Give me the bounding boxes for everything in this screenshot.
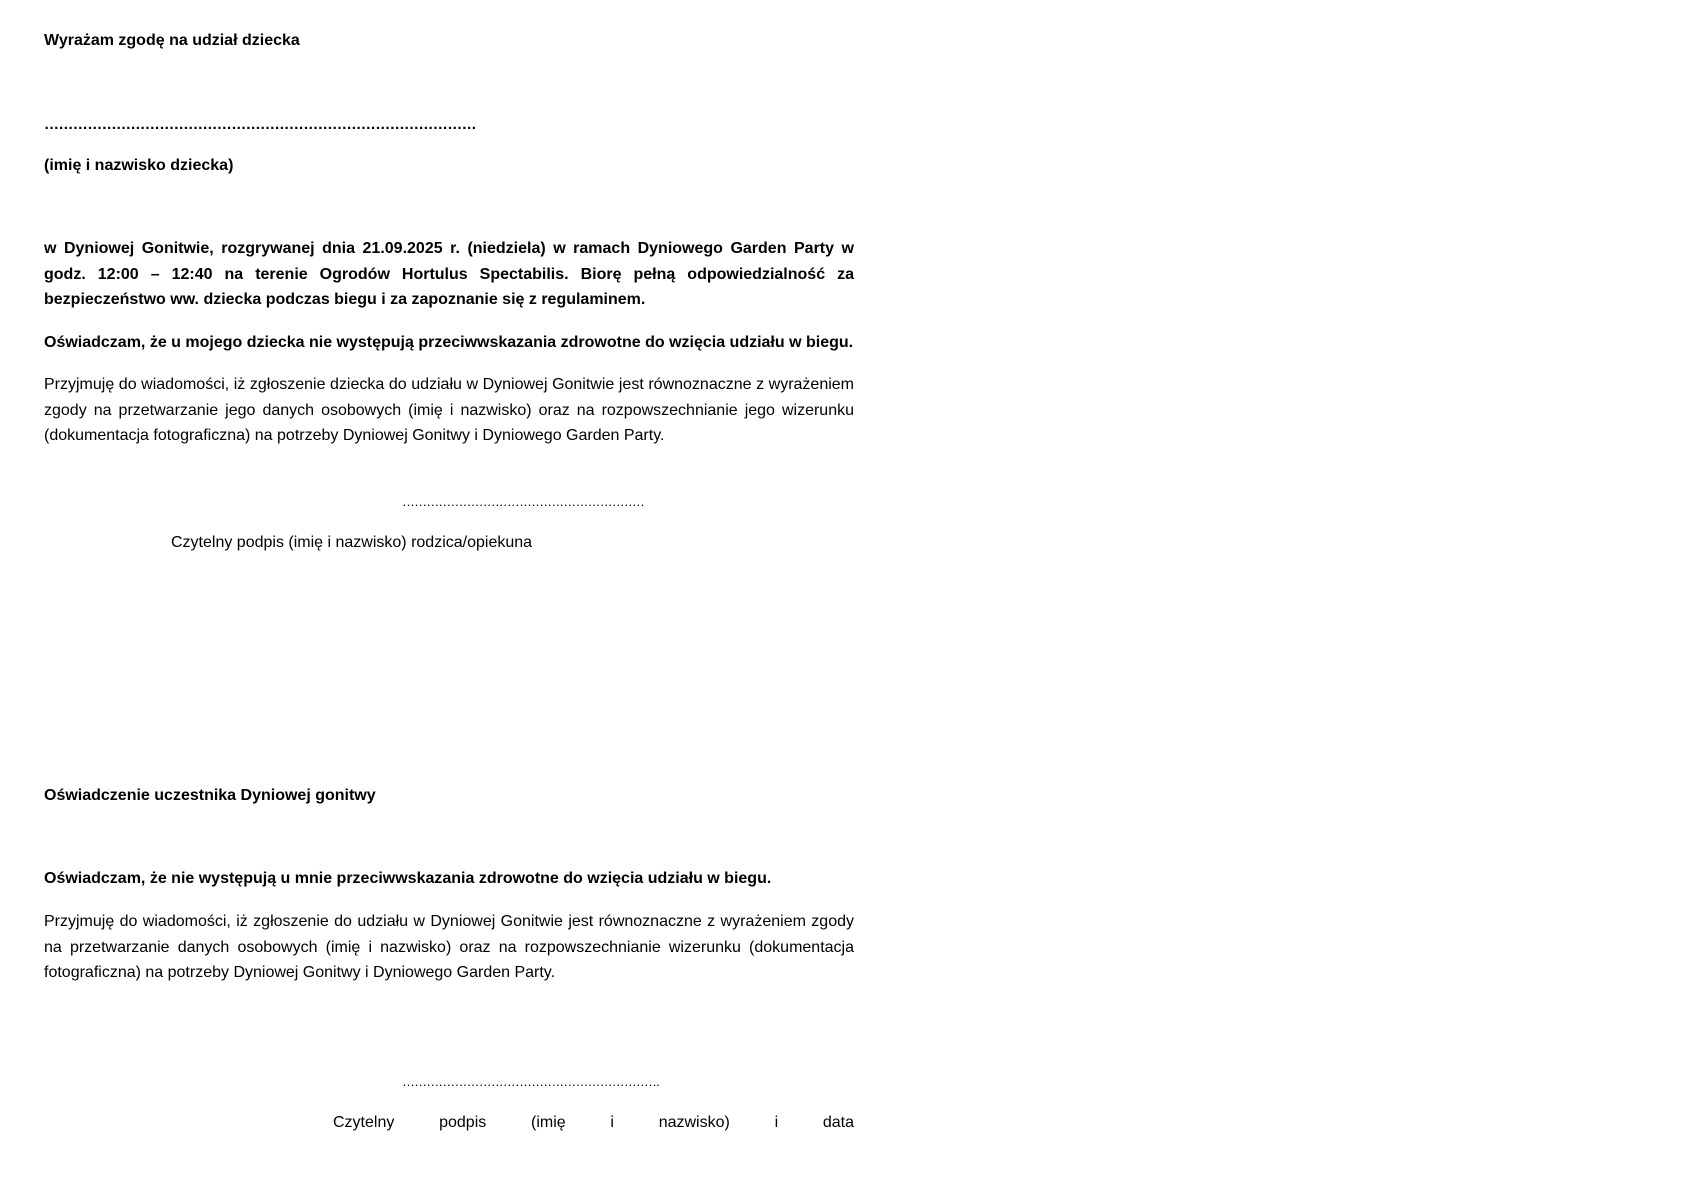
consent-heading: Wyrażam zgodę na udział dziecka [44, 32, 300, 49]
child-health-statement: Oświadczam, że u mojego dziecka nie występują przeciwwskazania zdrowotne do wzięcia udziału w biegu. [44, 334, 854, 351]
signature-label-word: i [610, 1114, 614, 1131]
signature-label-word: data [822, 1114, 854, 1131]
participant-signature-label [333, 1113, 854, 1133]
participant-heading: Oświadczenie uczestnika Dyniowej gonitwy [44, 787, 376, 804]
signature-label-word: i [774, 1114, 779, 1131]
child-data-paragraph: Przyjmuję do wiadomości, iż zgłoszenie dziecka do udziału w Dyniowej Gonitwie jest równoznaczne z wyrażeniem zgody na przetwarzanie jego danych osobowych (imię i nazwisko) oraz na rozpowszechnianie jego wizerunku (dokumentacja fotograficzna) na potrzeby Dyniowej Gonitwy i Dyniowego Garden Party. [44, 376, 854, 444]
participant-signature-line: ………………………………………………………. [402, 1074, 659, 1089]
event-paragraph: w Dyniowej Gonitwie, rozgrywanej dnia 21.09.2025 r. (niedziela) w ramach Dyniowego Garden Party w godz. 12:00 – 12:40 na terenie Ogrodów Hortulus Spectabilis. Biorę pełną odpowiedzialność za bezpieczeństwo ww. dziecka podczas biegu i za zapoznanie się z regulaminem. [44, 240, 854, 308]
child-name-label: (imię i nazwisko dziecka) [44, 157, 234, 174]
signature-label-word: (imię [530, 1114, 566, 1131]
signature-label-word: podpis [439, 1114, 487, 1131]
parent-signature-label: Czytelny podpis (imię i nazwisko) rodzica/opiekuna [171, 534, 533, 551]
parent-signature-line: …………………………………………………… [402, 494, 645, 509]
participant-data-paragraph: Przyjmuję do wiadomości, iż zgłoszenie do udziału w Dyniowej Gonitwie jest równoznaczne z wyrażeniem zgody na przetwarzanie danych osobowych (imię i nazwisko) oraz na rozpowszechnianie wizerunku (dokumentacja fotograficzna) na potrzeby Dyniowej Gonitwy i Dyniowego Garden Party. [44, 913, 854, 981]
child-name-dots: ……………………………………………………………………………… [44, 116, 477, 133]
signature-label-word: Czytelny [333, 1114, 395, 1131]
signature-label-word: nazwisko) [658, 1114, 730, 1131]
participant-health-statement: Oświadczam, że nie występują u mnie przeciwwskazania zdrowotne do wzięcia udziału w biegu. [44, 870, 772, 887]
